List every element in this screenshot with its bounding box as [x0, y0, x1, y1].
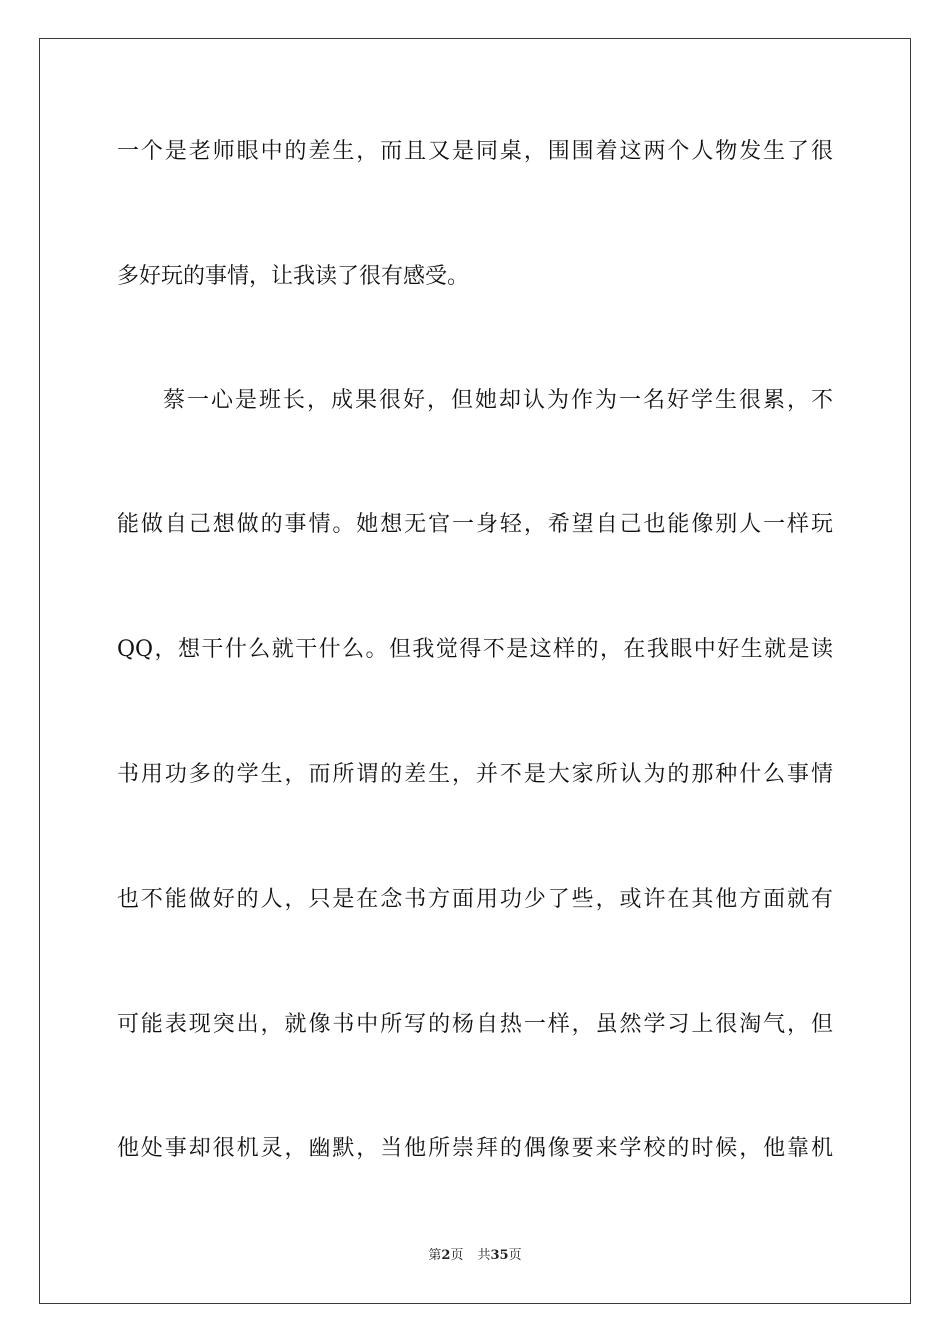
- text-line-2: 多好玩的事情，让我读了很有感受。: [117, 264, 470, 289]
- text-line-6: 书用功多的学生，而所谓的差生，并不是大家所认为的那种什么事情: [117, 762, 833, 787]
- page-number: 2: [441, 1248, 451, 1263]
- text-line-7: 也不能做好的人，只是在念书方面用功少了些，或许在其他方面就有: [117, 887, 833, 912]
- text-line-4: 能做自己想做的事情。她想无官一身轻，希望自己也能像别人一样玩: [117, 512, 833, 537]
- page-border: [39, 38, 911, 1304]
- text-line-3: 蔡一心是班长，成果很好，但她却认为作为一名好学生很累，不: [163, 388, 833, 413]
- total-prefix: 共: [477, 1248, 491, 1263]
- text-line-9: 他处事却很机灵，幽默，当他所崇拜的偶像要来学校的时候，他靠机: [117, 1136, 833, 1161]
- text-line-8: 可能表现突出，就像书中所写的杨自热一样，虽然学习上很淘气，但: [117, 1012, 833, 1037]
- page-footer: [0, 1247, 950, 1265]
- page-prefix: 第: [428, 1248, 442, 1263]
- text-line-1: 一个是老师眼中的差生，而且又是同桌，围围着这两个人物发生了很: [117, 139, 833, 164]
- total-suffix: 页: [508, 1248, 522, 1263]
- total-pages: 35: [490, 1248, 509, 1263]
- page-suffix: 页: [450, 1248, 464, 1263]
- text-line-5: QQ，想干什么就干什么。但我觉得不是这样的，在我眼中好生就是读: [117, 637, 833, 662]
